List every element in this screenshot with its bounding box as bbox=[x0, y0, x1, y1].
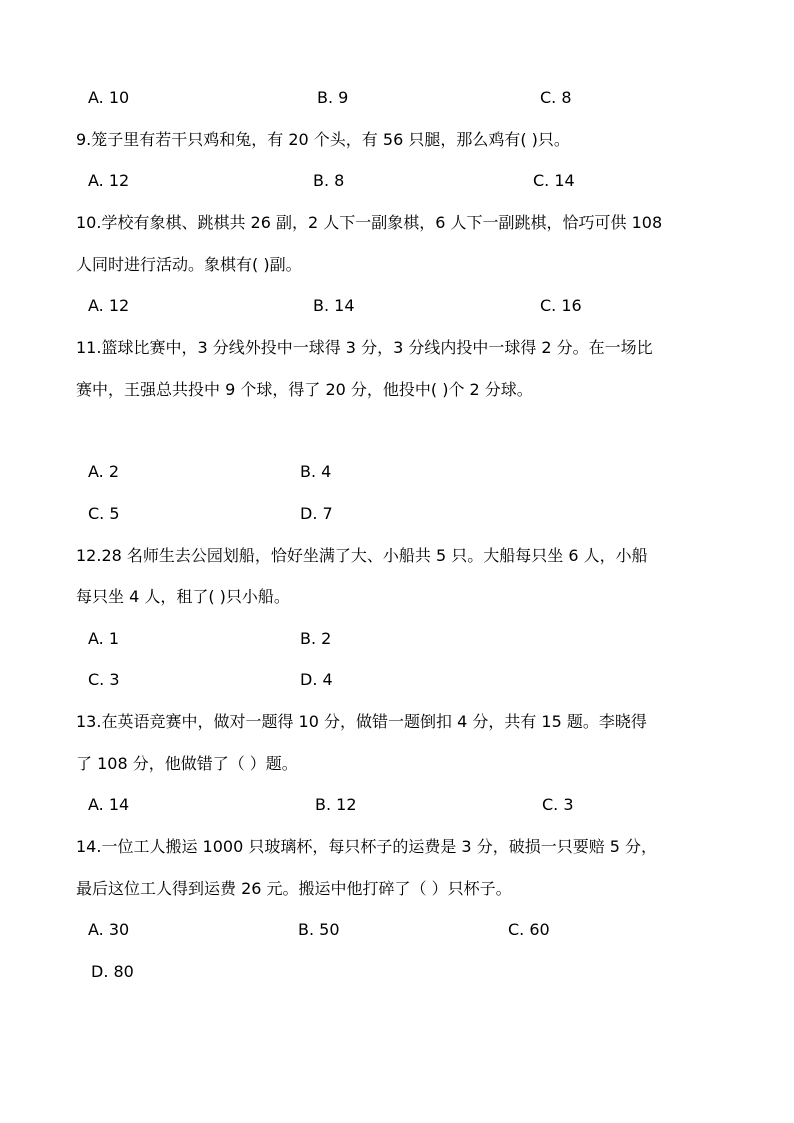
q10-stem-line1: 10.学校有象棋、跳棋共 26 副，2 人下一副象棋，6 人下一副跳棋，恰巧可供 108 bbox=[76, 213, 663, 232]
q11-option-b[interactable]: B. 4 bbox=[300, 462, 332, 481]
q11-stem-line1: 11.篮球比赛中，3 分线外投中一球得 3 分，3 分线内投中一球得 2 分。在一场比 bbox=[76, 338, 653, 357]
q14-option-c[interactable]: C. 60 bbox=[508, 920, 550, 939]
q14-option-d[interactable]: D. 80 bbox=[91, 962, 134, 981]
q12-stem-line1: 12.28 名师生去公园划船，恰好坐满了大、小船共 5 只。大船每只坐 6 人，小船 bbox=[76, 546, 648, 565]
q9-option-b[interactable]: B. 8 bbox=[313, 171, 345, 190]
q9-option-a[interactable]: A. 12 bbox=[88, 171, 130, 190]
q12-option-b[interactable]: B. 2 bbox=[300, 629, 332, 648]
q11-option-d[interactable]: D. 7 bbox=[300, 504, 333, 523]
q9-stem: 9.笼子里有若干只鸡和兔，有 20 个头，有 56 只腿，那么鸡有( )只。 bbox=[76, 130, 570, 149]
q13-option-b[interactable]: B. 12 bbox=[315, 795, 357, 814]
q12-option-c[interactable]: C. 3 bbox=[88, 670, 120, 689]
q8-option-b[interactable]: B. 9 bbox=[317, 88, 349, 107]
q11-option-c[interactable]: C. 5 bbox=[88, 504, 120, 523]
q14-option-b[interactable]: B. 50 bbox=[298, 920, 340, 939]
q13-stem-line1: 13.在英语竞赛中，做对一题得 10 分，做错一题倒扣 4 分，共有 15 题。李晓得 bbox=[76, 712, 647, 731]
q11-option-a[interactable]: A. 2 bbox=[88, 462, 120, 481]
q8-option-a[interactable]: A. 10 bbox=[88, 88, 130, 107]
q13-option-a[interactable]: A. 14 bbox=[88, 795, 130, 814]
q10-option-a[interactable]: A. 12 bbox=[88, 296, 130, 315]
q10-option-c[interactable]: C. 16 bbox=[540, 296, 582, 315]
q9-option-c[interactable]: C. 14 bbox=[533, 171, 575, 190]
q13-option-c[interactable]: C. 3 bbox=[542, 795, 574, 814]
q14-stem-line1: 14.一位工人搬运 1000 只玻璃杯，每只杯子的运费是 3 分，破损一只要赔 5 分， bbox=[76, 837, 658, 856]
q10-option-b[interactable]: B. 14 bbox=[313, 296, 355, 315]
q10-stem-line2: 人同时进行活动。象棋有( )副。 bbox=[76, 255, 302, 274]
q8-option-c[interactable]: C. 8 bbox=[540, 88, 572, 107]
q14-option-a[interactable]: A. 30 bbox=[88, 920, 130, 939]
q12-stem-line2: 每只坐 4 人，租了( )只小船。 bbox=[76, 587, 290, 606]
q12-option-a[interactable]: A. 1 bbox=[88, 629, 120, 648]
q11-stem-line2: 赛中，王强总共投中 9 个球，得了 20 分，他投中( )个 2 分球。 bbox=[76, 380, 533, 399]
q12-option-d[interactable]: D. 4 bbox=[300, 670, 333, 689]
q14-stem-line2: 最后这位工人得到运费 26 元。搬运中他打碎了（ ）只杯子。 bbox=[76, 879, 512, 898]
q13-stem-line2: 了 108 分，他做错了（ ）题。 bbox=[76, 754, 298, 773]
